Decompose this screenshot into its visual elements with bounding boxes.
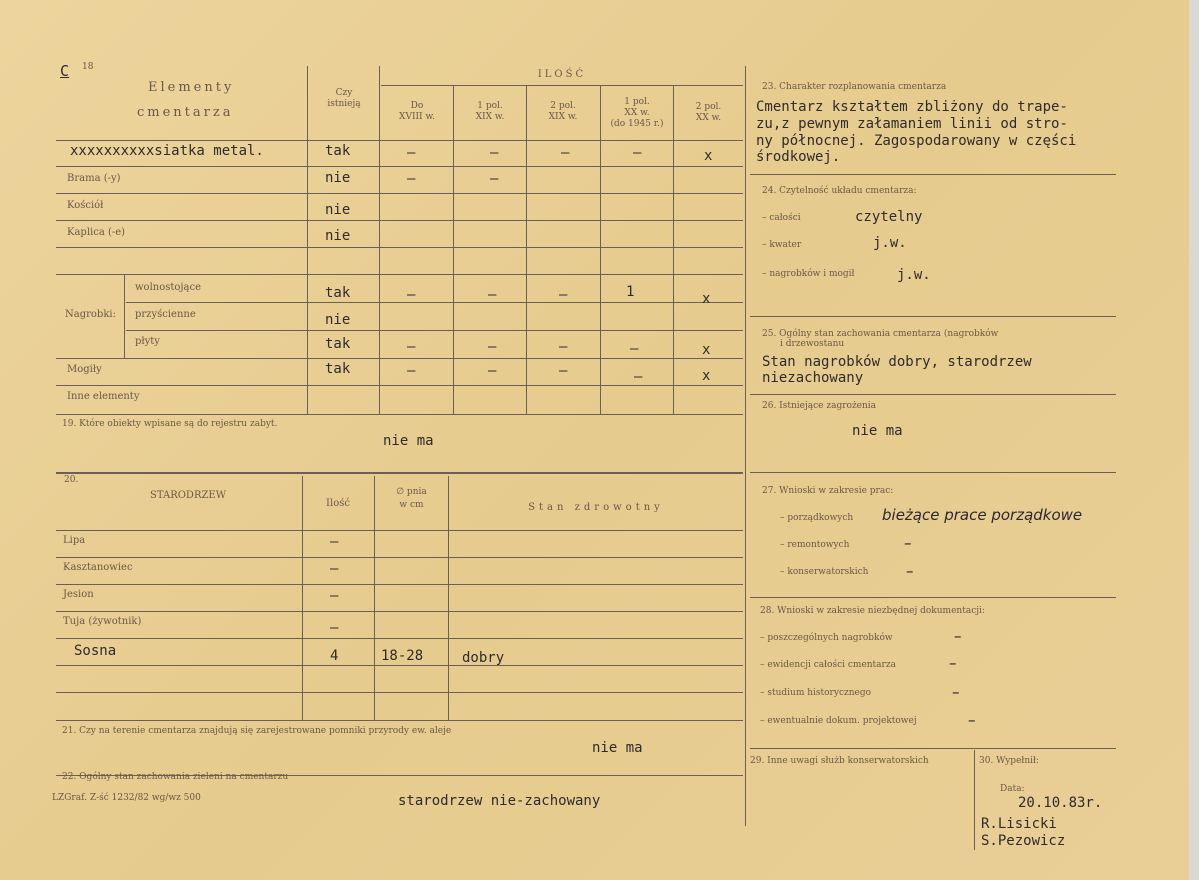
wolnostojace-c4: 1 [626, 284, 635, 300]
q28-a-label: – poszczególnych nagrobków [760, 633, 893, 643]
col-5-header-1: 2 pol. [695, 102, 722, 112]
tree-count-jesion: – [330, 588, 339, 604]
ogrodzenie-exists: tak [325, 143, 351, 159]
q30-date-label: Data: [1000, 784, 1025, 794]
row-label-mogily: Mogiły [67, 364, 102, 375]
grid-line [56, 665, 743, 666]
col-3-header-1: 2 pol. [550, 101, 576, 111]
q27-label: 27. Wnioski w zakresie prac: [762, 486, 894, 496]
q19-label: 19. Które obiekty wpisane są do rejestru zabyt. [62, 419, 278, 429]
grid-line [56, 692, 743, 693]
q20-number: 20. [64, 475, 79, 485]
tree-name-sosna: Sosna [74, 643, 117, 659]
col-2-header-2: XIX w. [475, 112, 505, 122]
row-label-brama: Brama (-y) [67, 173, 121, 184]
q26-answer: nie ma [852, 423, 903, 439]
q25-label-2: i drzewostanu [780, 339, 845, 349]
q24-nagrobkow-label: – nagrobków i mogił [762, 269, 855, 279]
row-label-kaplica: Kaplica (-e) [67, 227, 126, 238]
plyty-exists: tak [325, 336, 351, 352]
q24-calosci-value: czytelny [855, 209, 923, 225]
q22-answer: starodrzew nie-zachowany [398, 793, 601, 809]
brama-c2: – [490, 171, 499, 187]
plyty-c5: x [702, 342, 711, 358]
mogily-c4: – [634, 369, 643, 385]
q29-label: 29. Inne uwagi służb konserwatorskich [750, 756, 929, 766]
sheet-edge [1189, 0, 1199, 880]
q20-header-diam-1: ∅ pnia [396, 487, 427, 497]
tree-count-kasztanowiec: – [330, 561, 339, 577]
q27-remontowych-value: – [904, 534, 912, 552]
wolnostojace-c2: – [488, 287, 497, 303]
ogrodzenie-c1: – [407, 145, 416, 161]
grid-line [974, 750, 975, 850]
col-4-header-2: XX w. [624, 108, 650, 118]
q28-a-value: – [954, 627, 962, 645]
grid-line [750, 174, 1116, 175]
grid-line [56, 220, 743, 221]
grid-line [56, 193, 743, 194]
exists-header-1: Czy [335, 88, 353, 98]
col-2-header-1: 1 pol. [477, 101, 503, 111]
grid-line [302, 476, 303, 720]
plyty-c4: – [630, 341, 639, 357]
tree-count-lipa: – [330, 534, 339, 550]
wolnostojace-c1: – [407, 287, 416, 303]
wolnostojace-exists: tak [325, 285, 351, 301]
grid-line [124, 274, 125, 358]
wolnostojace-c5: x [702, 291, 711, 307]
elements-title-2: cmentarza [137, 105, 234, 120]
grid-line [56, 611, 743, 612]
q20-header-count: Ilość [326, 498, 350, 509]
col-5-header-2: XX w. [695, 113, 722, 123]
grid-line [56, 472, 743, 474]
tree-name-tuja: Tuja (żywotnik) [63, 616, 142, 627]
q30-label: 30. Wypełnił: [979, 756, 1039, 766]
q24-label: 24. Czytelność układu cmentarza: [762, 186, 917, 196]
grid-line [56, 414, 743, 415]
tree-count-tuja: – [330, 620, 339, 636]
q23-line-2: zu,z pewnym załamaniem linii od stro- [756, 116, 1068, 132]
q28-label: 28. Wnioski w zakresie niezbędnej dokumentacji: [760, 606, 985, 616]
print-footer: LZGraf. Z-ść 1232/82 wg/wz 500 [52, 793, 201, 803]
q23-label: 23. Charakter rozplanowania cmentarza [762, 82, 947, 92]
col-1-header-2: XVIII w. [399, 112, 435, 122]
q25-line-1: Stan nagrobków dobry, starodrzew [762, 354, 1032, 370]
grid-line [379, 66, 380, 414]
plyty-c2: – [488, 339, 497, 355]
mogily-exists: tak [325, 361, 351, 377]
grid-line [526, 85, 527, 414]
przyscienne-exists: nie [325, 312, 351, 328]
q22-label: 22. Ogólny stan zachowania zieleni na cmentarzu [62, 772, 289, 782]
grid-line [750, 394, 1116, 395]
row-label-ogrodzenie: xxxxxxxxxxsiatka metal. [70, 143, 264, 159]
q26-label: 26. Istniejące zagrożenia [762, 401, 877, 411]
mogily-c1: – [407, 363, 416, 379]
ogrodzenie-c5: x [704, 148, 713, 164]
grid-line [374, 476, 375, 720]
grid-line [307, 66, 308, 414]
grid-line [126, 302, 743, 303]
q20-header-name: STARODRZEW [150, 490, 226, 501]
mogily-c5: x [702, 368, 711, 384]
q24-kwater-value: j.w. [873, 235, 907, 251]
wolnostojace-c3: – [559, 287, 568, 303]
grid-line [750, 316, 1116, 317]
grid-line [600, 85, 601, 414]
grid-line [750, 597, 1116, 598]
q27-remontowych-label: – remontowych [780, 540, 850, 550]
plyty-c1: – [407, 339, 416, 355]
row-label-kosciol: Kościół [67, 200, 104, 211]
q21-answer: nie ma [592, 740, 643, 756]
row-label-przyscienne: przyścienne [135, 309, 196, 320]
grid-line [56, 358, 743, 359]
col-4-header-1: 1 pol. [624, 97, 650, 107]
col-1-header-1: Do [410, 101, 424, 111]
nagrobki-label: Nagrobki: [65, 309, 116, 320]
grid-line [56, 530, 743, 531]
q30-date-value: 20.10.83r. [1018, 795, 1103, 811]
ogrodzenie-c3: – [561, 145, 570, 161]
col-3-header-2: XIX w. [548, 112, 578, 122]
grid-line [56, 638, 743, 639]
tree-name-lipa: Lipa [63, 535, 86, 546]
brama-exists: nie [325, 170, 351, 186]
elements-title-1: Elementy [148, 80, 235, 95]
ogrodzenie-c2: – [490, 145, 499, 161]
ogrodzenie-c4: – [633, 145, 642, 161]
q24-kwater-label: – kwater [762, 240, 802, 250]
q27-konserw-value: – [906, 562, 914, 580]
q20-header-diam-2: w cm [399, 500, 424, 510]
q27-porzadkowych-value: bieżące prace porządkowe [882, 506, 1083, 524]
tree-count-sosna: 4 [330, 648, 339, 664]
q25-label-1: 25. Ogólny stan zachowania cmentarza (nagrobków [762, 329, 999, 339]
q30-name-1: R.Lisicki [981, 816, 1057, 832]
q28-b-label: – ewidencji całości cmentarza [760, 660, 896, 670]
q21-label: 21. Czy na terenie cmentarza znajdują się zarejestrowane pomniki przyrody ew. aleje [62, 726, 452, 736]
tree-name-jesion: Jesion [63, 589, 94, 600]
q30-name-2: S.Pezowicz [981, 833, 1066, 849]
q28-c-value: – [952, 683, 960, 701]
row-label-plyty: płyty [135, 336, 160, 347]
q28-c-label: – studium historycznego [760, 688, 872, 698]
grid-line [381, 85, 743, 86]
grid-line [453, 85, 454, 414]
grid-line [126, 330, 743, 331]
q28-d-label: – ewentualnie dokum. projektowej [760, 716, 917, 726]
grid-line [750, 748, 1116, 749]
q19-answer: nie ma [383, 433, 434, 449]
col-4-header-3: (do 1945 r.) [610, 119, 664, 129]
row-label-wolnostojace: wolnostojące [135, 282, 201, 293]
q28-b-value: – [949, 654, 957, 672]
ilosc-header: ILOŚĆ [537, 69, 587, 80]
grid-line [56, 247, 743, 248]
q20-header-health: Stan zdrowotny [528, 502, 664, 513]
kaplica-exists: nie [325, 228, 351, 244]
q23-line-1: Cmentarz kształtem zbliżony do trape- [756, 99, 1068, 115]
grid-line [56, 385, 743, 386]
form-number: 18 [82, 62, 94, 72]
q23-line-3: ny północnej. Zagospodarowany w części [756, 133, 1077, 149]
grid-line [56, 274, 743, 275]
kosciol-exists: nie [325, 202, 351, 218]
tree-name-kasztanowiec: Kasztanowiec [63, 562, 133, 573]
q24-calosci-label: – całości [762, 213, 801, 223]
grid-line [56, 166, 743, 167]
plyty-c3: – [559, 339, 568, 355]
brama-c1: – [407, 171, 416, 187]
tree-diam-sosna: 18-28 [381, 648, 424, 664]
grid-line [56, 557, 743, 558]
q27-porzadkowych-label: – porządkowych [780, 513, 854, 523]
form-code: C [60, 62, 70, 80]
q28-d-value: – [968, 711, 976, 729]
mogily-c3: – [559, 363, 568, 379]
grid-line [56, 584, 743, 585]
grid-line [56, 720, 743, 721]
q27-konserw-label: – konserwatorskich [780, 567, 869, 577]
grid-line [750, 472, 1116, 473]
exists-header-2: istnieją [327, 99, 361, 109]
q24-nagrobkow-value: j.w. [897, 267, 931, 283]
tree-health-sosna: dobry [462, 650, 505, 666]
row-label-inne: Inne elementy [67, 391, 140, 402]
mogily-c2: – [488, 363, 497, 379]
grid-line [673, 85, 674, 414]
grid-line [56, 140, 743, 141]
q25-line-2: niezachowany [762, 370, 864, 386]
center-divider [745, 66, 746, 826]
q23-line-4: środkowej. [756, 149, 841, 165]
